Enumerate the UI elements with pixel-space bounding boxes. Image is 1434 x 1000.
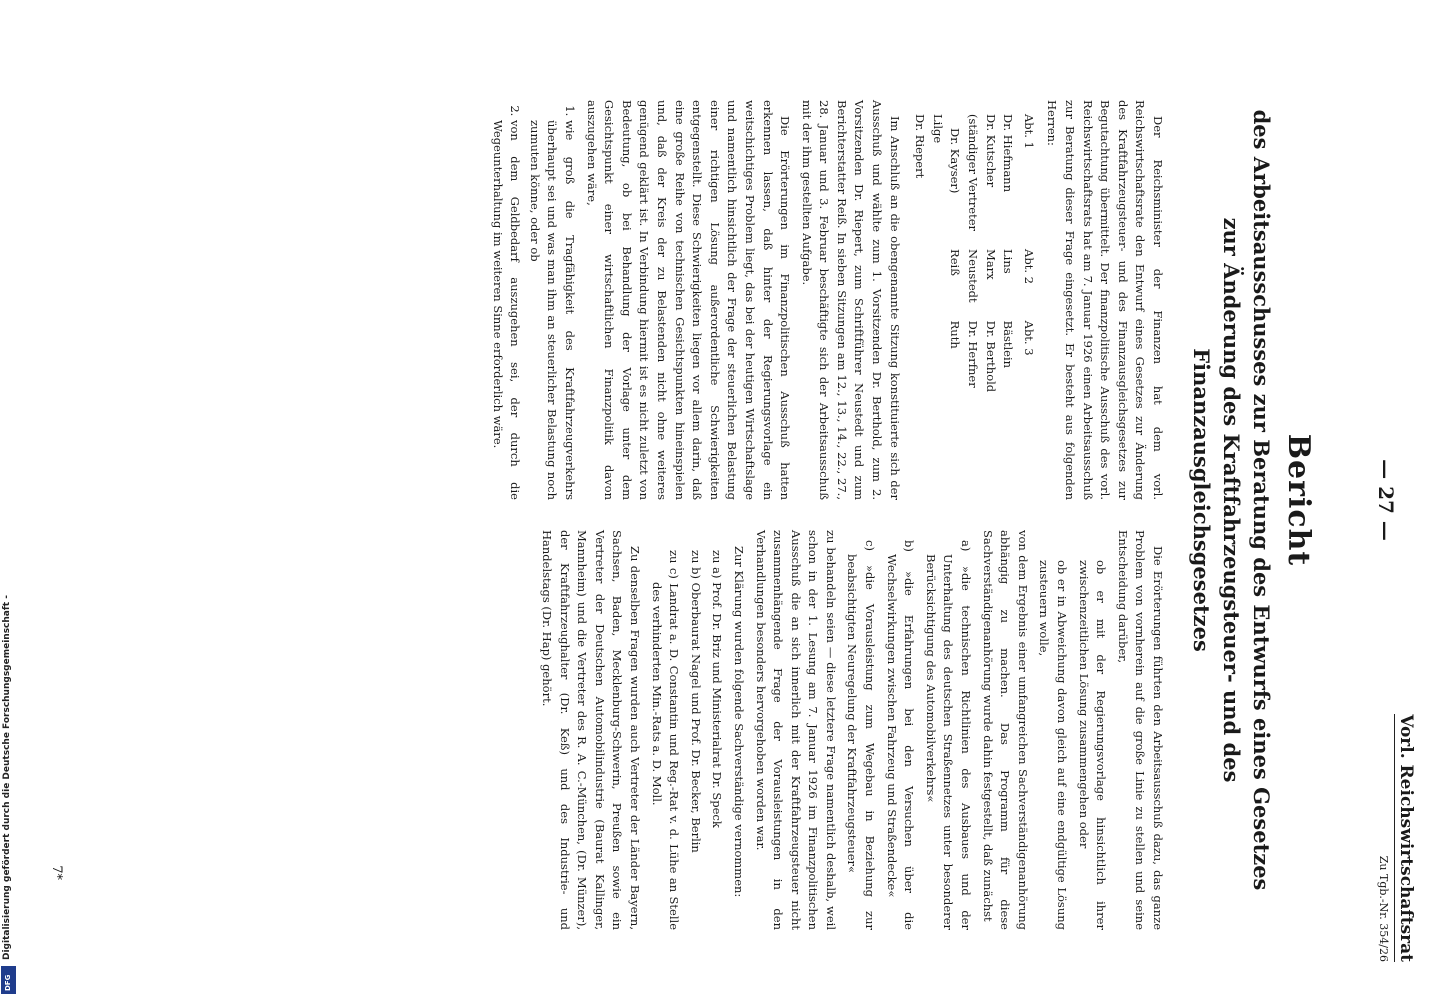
member-name: Dr. Hiefmann	[1001, 114, 1016, 193]
topic-item: b) »die Erfahrungen bei den Versuchen über die Wechselwirkungen zwischen Fahrzeug und Straßendecke«	[884, 540, 917, 930]
committee-members-table	[911, 114, 1037, 410]
member-name: Neustedt	[966, 249, 981, 303]
institution-name: Vorl. Reichswirtschaftsrat	[1396, 714, 1416, 962]
question-list	[488, 100, 578, 500]
intro-paragraph: Der Reichsminister der Finanzen hat dem vorl. Reichswirtschaftsrate den Entwurf eines Gesetzes zur Änderung des Kraftfahrzeugsteuer- und des Finanzausgleichsgesetzes zur Begutachtung übermittelt. Der finanzpolitische Ausschuß des vorl. Reichswirtschaftsrats hat am 7. Januar 1926 einen Arbeitsausschuß zur Beratung dieser Frage eingesetzt. Er besteht aus folgenden Herren:	[1045, 100, 1165, 500]
member-name: Reiß	[948, 249, 963, 276]
list-item: 1. wie groß die Tragfähigkeit des Kraftfahrzeugverkehrs überhaupt sei und was man ihm an steuerlicher Belastung noch zumuten könne, oder ob	[525, 120, 578, 500]
decision-paragraph: Die Erörterungen führten den Arbeitsausschuß dazu, das ganze Problem von vornherein auf die große Linie zu stellen und seine Entscheidung darüber,	[1115, 530, 1165, 930]
program-paragraph: von dem Ergebnis einer umfangreichen Sachverständigenanhörung abhängig zu machen. Das Programm für diese Sachverständigenanhörung wurde dahin festgestellt, daß zunächst	[980, 530, 1030, 930]
dfg-logo	[1, 966, 16, 994]
members-row	[928, 114, 946, 410]
member-name: Ruth	[948, 320, 963, 349]
delegates-paragraph: Zu denselben Fragen wurden auch Vertreter der Länder Bayern, Sachsen, Baden, Mecklenburg-Schwerin, Preußen sowie ein Vertreter der Deutschen Automobilindustrie (Baurat Kallinger, Mannheim) und die Vertreter des R. A. C.-München, (Dr. Münzer), der Kraftfahrzeughalter (Dr. Keß) und des Industrie- und Handelstags (Dr. Hap) gehört.	[540, 530, 642, 930]
experts-intro: Zur Klärung wurden folgende Sachverständige vernommen:	[731, 546, 746, 898]
left-column	[486, 100, 1166, 500]
report-title: Bericht	[1281, 433, 1316, 567]
constitution-paragraph: Im Anschluß an die obengenannte Sitzung konstituierte sich der Ausschuß und wählte zum 1. Vorsitzenden Dr. Berthold, zum 2. Vorsitzenden Dr. Riepert, zum Schriftführer Neustedt und zum Berichterstatter Reiß. In sieben Sitzungen am 12., 13., 14., 22., 27., 28. Januar und 3. Februar beschäftigte sich der Arbeitsausschuß mit der ihm gestellten Aufgabe.	[799, 100, 902, 500]
expert-item: zu c) Landrat a. D. Constantin und Reg.-Rat v. d. Lühe an Stelle des verhinderten Min.-Rats a. D. Moll.	[649, 550, 682, 930]
members-row	[963, 114, 981, 410]
members-header: Abt. 1	[1021, 114, 1036, 149]
member-name: Dr. Berthold	[983, 320, 998, 393]
margin-note	[0, 595, 18, 1000]
option-item: ob er mit der Regierungsvorlage hinsichtlich ihrer zwischenzeitlichen Lösung zusammengehen oder	[1076, 560, 1109, 930]
expert-item: zu b) Oberbaurat Nagel und Prof. Dr. Becker, Berlin	[688, 550, 703, 853]
members-row	[981, 114, 999, 410]
members-row	[999, 114, 1017, 410]
member-name: Dr. Kutscher	[983, 114, 998, 188]
members-header-row	[1016, 114, 1037, 410]
member-name: Dr. Riepert	[913, 114, 928, 179]
subtitle-line-3: Finanzausgleichsgesetzes	[1189, 348, 1214, 652]
header-block	[1377, 714, 1416, 962]
option-item: ob er in Abweichung davon gleich auf eine endgültige Lösung zusteuern wolle,	[1037, 560, 1070, 930]
prepayment-paragraph: zu behandeln seien — diese letztere Frage namentlich deshalb, weil schon in der 1. Lesung am 7. Januar 1926 im Finanzpolitischen Ausschuß die an sich innerlich mit der Kraftfahrzeugsteuer nicht zusammenhängende Frage der Vorausleistungen in den Verhandlungen besonders hervorgehoben worden war.	[753, 530, 838, 930]
signature-mark: 7*	[49, 865, 64, 880]
member-name: Marx	[983, 249, 998, 280]
member-name: Lilge	[930, 114, 945, 144]
right-column	[533, 530, 1166, 930]
funding-note: Digitalisierung gefördert durch die Deutsche Forschungsgemeinschaft -	[2, 595, 12, 960]
page-number: — 27 —	[1374, 459, 1398, 541]
member-name: Lins	[1001, 249, 1016, 274]
members-row	[946, 114, 964, 410]
reference-number: Zu Tgb.-Nr. 354/26	[1377, 855, 1390, 962]
members-header: Abt. 3	[1021, 320, 1036, 356]
member-name: Bästlein	[1001, 320, 1016, 369]
member-name: (ständiger Vertreter	[966, 114, 981, 232]
subtitle-line-2: zur Änderung des Kraftfahrzeugsteuer- und des	[1219, 217, 1244, 783]
list-item: 2. von dem Geldbedarf auszugehen sei, der durch die Wegeunterhaltung im weiteren Sinne erforderlich wäre.	[488, 120, 523, 500]
expert-item: zu a) Prof. Dr. Briz und Ministerialrat Dr. Speck	[710, 550, 725, 828]
topic-item: a) »die technischen Richtlinien des Ausbaues und der Unterhaltung des deutschen Straßennetzes unter besonderer Berücksichtigung des Automobilverkehrs«	[923, 540, 974, 930]
members-header: Abt. 2	[1021, 249, 1036, 284]
member-name: Dr. Herfner	[966, 320, 981, 388]
topic-item: c) »die Vorausleistung zum Wegebau in Beziehung zur beabsichtigten Neuregelung der Kraftfahrzeugsteuer«	[845, 540, 878, 930]
discussion-paragraph: Die Erörterungen im Finanzpolitischen Ausschuß hatten erkennen lassen, daß hinter der Regierungsvorlage ein weitschichtiges Problem liegt, das bei der heutigen Wirtschaftslage und namentlich hinsichtlich der Frage der steuerlichen Belastung einer richtigen Lösung außerordentliche Schwierigkeiten entgegenstellt. Diese Schwierigkeiten liegen vor allem darin, daß eine große Reihe von technischen Gesichtspunkten hineinspielen und, daß der Kreis der zu Belastenden nicht ohne weiteres genügend geklärt ist. In Verbindung hiermit ist es nicht zuletzt von Bedeutung, ob bei Behandlung der Vorlage unter dem Gesichtspunkt einer wirtschaftlichen Finanzpolitik davon auszugehen wäre,	[584, 100, 793, 500]
dfg-logo-text: DFG	[4, 974, 12, 991]
member-name: Dr. Kayser)	[948, 128, 963, 194]
subtitle-line-1: des Arbeitsausschusses zur Beratung des Entwurfs eines Gesetzes	[1249, 109, 1274, 891]
members-row	[911, 114, 929, 410]
